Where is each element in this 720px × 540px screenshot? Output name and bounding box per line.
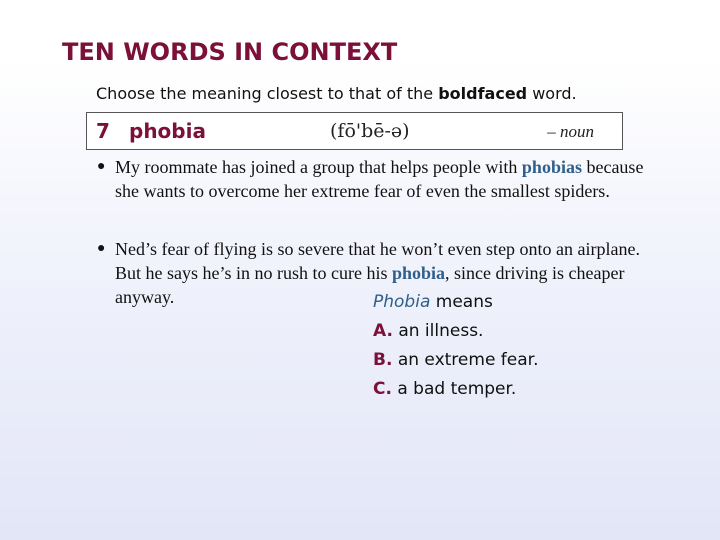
context-sentence-1 — [97, 155, 655, 203]
sentence-highlighted-word: phobia — [391, 263, 446, 283]
sentence-highlighted-word: phobias — [521, 157, 582, 177]
instructions-text-after: word. — [527, 84, 577, 103]
word-pronunciation: (fō'bē-ə) — [330, 120, 410, 142]
choice-text: an illness. — [392, 321, 484, 341]
answer-choice-b[interactable] — [373, 350, 539, 370]
sentence-text-after: because she wants to overcome her extreme fear of even the smallest spiders. — [115, 157, 644, 201]
page-title: TEN WORDS IN CONTEXT — [62, 38, 398, 66]
bullet-icon: ● — [97, 159, 106, 174]
choice-letter: B. — [373, 350, 393, 370]
instructions — [96, 84, 577, 103]
question-term: Phobia — [373, 292, 431, 312]
choice-text: a bad temper. — [391, 379, 517, 399]
sentence-text-after: , since driving is cheaper anyway. — [115, 263, 625, 307]
choice-text: an extreme fear. — [392, 350, 539, 370]
instructions-bold-word: boldfaced — [438, 84, 528, 103]
word-term: phobia — [129, 119, 206, 143]
bullet-icon: ● — [97, 241, 106, 256]
choice-letter: C. — [373, 379, 392, 399]
choice-letter: A. — [373, 321, 393, 341]
sentence-text-before: My roommate has joined a group that helps people with — [115, 157, 522, 177]
answer-choice-a[interactable] — [373, 321, 483, 341]
vocabulary-word-box — [86, 112, 623, 150]
instructions-text-before: Choose the meaning closest to that of the — [96, 84, 439, 103]
answer-choice-c[interactable] — [373, 379, 516, 399]
question-means: means — [430, 292, 493, 312]
sentence-text-before: Ned’s fear of flying is so severe that he won’t even step onto an airplane. But he says he’s in no rush to cure his — [115, 239, 641, 283]
word-part-of-speech: – noun — [547, 122, 594, 141]
question-prompt — [373, 292, 493, 312]
word-number: 7 — [96, 119, 110, 143]
